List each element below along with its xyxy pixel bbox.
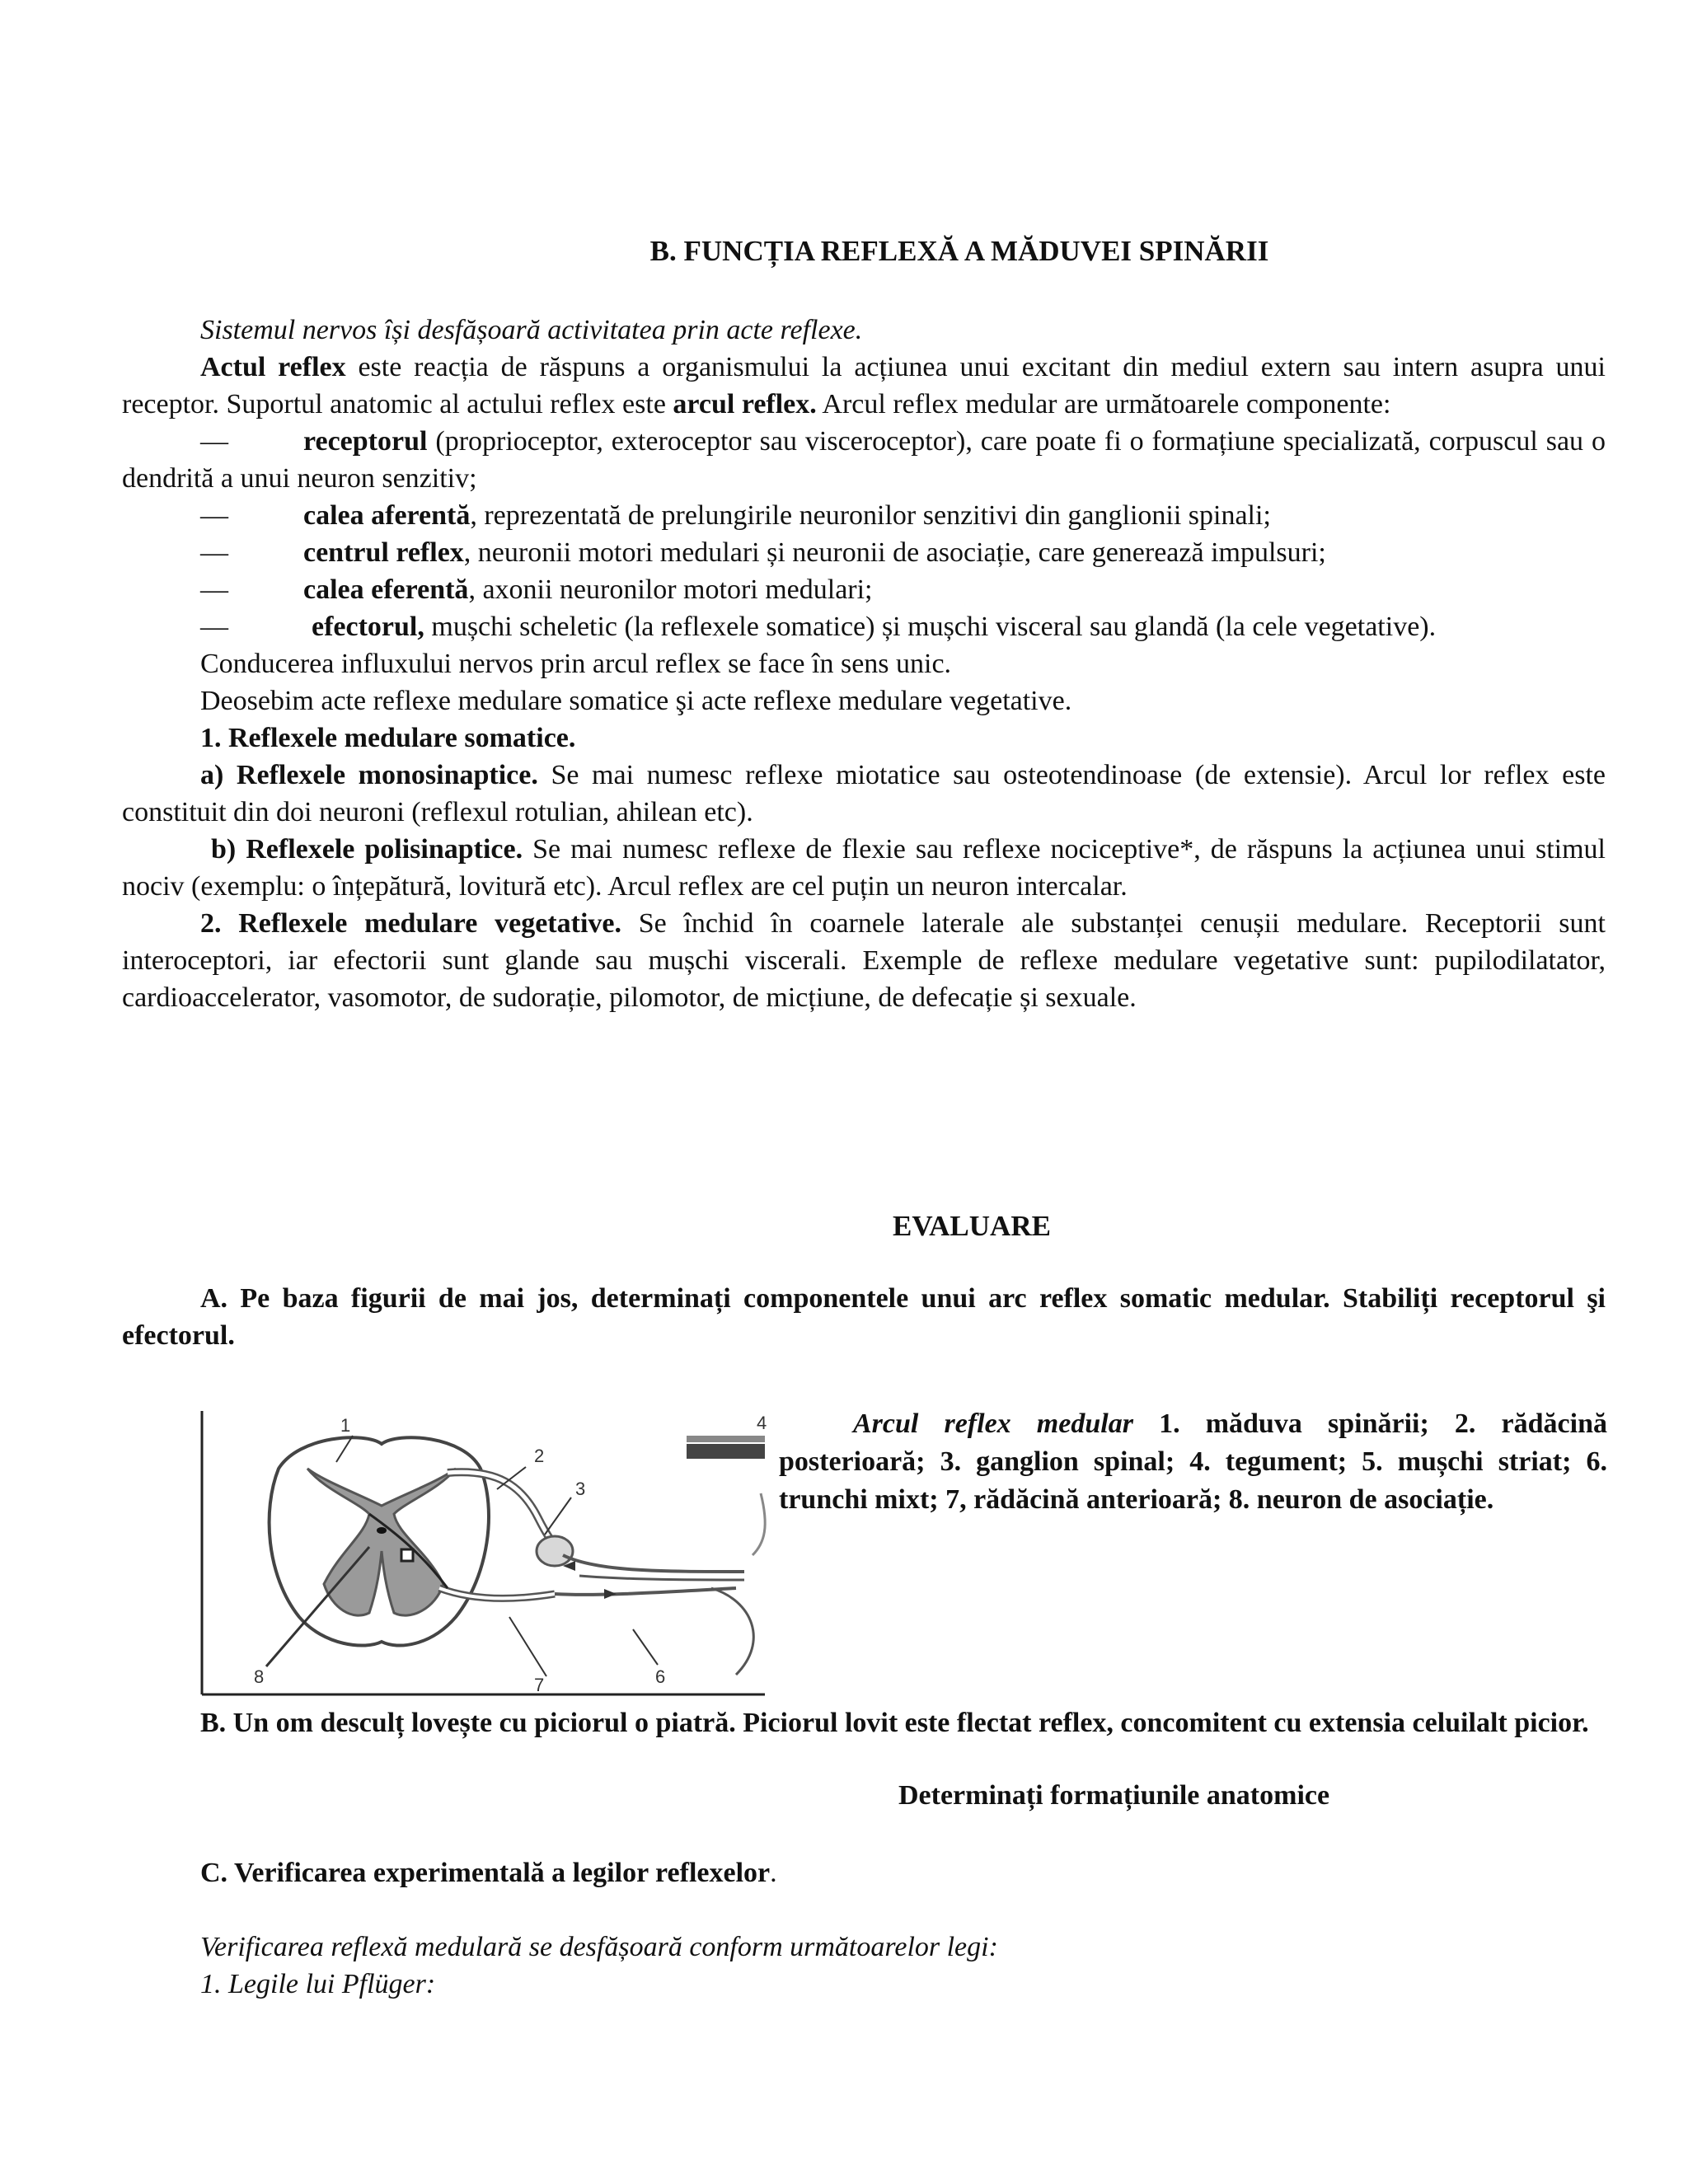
vegetative-paragraph: [122, 905, 1606, 1016]
component-center: [122, 534, 1606, 571]
component-effector: [122, 608, 1606, 645]
reflex-act-paragraph: [122, 349, 1606, 423]
component-term: calea aferentă: [303, 500, 471, 531]
question-a: [122, 1280, 1606, 1354]
component-afferent: [122, 497, 1606, 534]
reflex-act-text-a: este reacția de răspuns a organismului la acțiunea unui excitant din mediul extern sau intern asupra unui receptor. Suportul anatomic al actului reflex este: [122, 352, 1606, 419]
component-term: calea eferentă: [303, 574, 469, 605]
figure-caption: [779, 1405, 1607, 1519]
component-term: receptorul: [303, 426, 428, 457]
spinal-ganglion: [537, 1536, 573, 1566]
caption-title: Arcul reflex medular: [853, 1408, 1133, 1439]
reflex-act-term: Actul reflex: [200, 352, 346, 382]
reflex-act-text-b: Arcul reflex medular are următoarele componente:: [816, 389, 1391, 419]
monosynaptic-paragraph: [122, 757, 1606, 831]
verification-text: Verificarea reflexă medulară se desfășoară conform următoarelor legi:: [200, 1932, 998, 1962]
somatic-heading: 1. Reflexele medulare somatice.: [200, 723, 576, 753]
question-c-text: [122, 1854, 1606, 1891]
monosynaptic-text: Se mai numesc reflexe miotatice sau osteotendinoase (de extensie). Arcul lor reflex este constituit din doi neuroni (reflexul rotulian, ahilean etc).: [122, 760, 1606, 827]
question-b: [122, 1704, 1606, 1741]
caption-text: 1. măduva spinării; 2. rădăcină posterioară; 3. ganglion spinal; 4. tegument; 5. mușchi striat; 6. trunchi mixt; 7, rădăcină anterioară; 8. neuron de asociație.: [779, 1408, 1607, 1515]
dash: —: [200, 574, 228, 605]
component-receptor: [122, 423, 1606, 497]
dash: —: [200, 426, 228, 457]
component-text: mușchi scheletic (la reflexele somatice) și mușchi visceral sau glandă (la cele vegetative).: [424, 612, 1437, 642]
monosynaptic-term: a) Reflexele monosinaptice.: [200, 760, 538, 790]
component-text: , axonii neuronilor motori medulari;: [468, 574, 873, 605]
distinguish-paragraph: Deosebim acte reflexe medulare somatice şi acte reflexe medulare vegetative.: [200, 686, 1072, 716]
question-c-dot: .: [770, 1858, 777, 1888]
question-a-text: A. Pe baza figurii de mai jos, determinați componentele unui arc reflex somatic medular. Stabiliți receptorul şi efectorul.: [122, 1283, 1606, 1351]
dash: —: [200, 612, 228, 642]
body-text: [122, 312, 1606, 1016]
dash: —: [200, 537, 228, 568]
component-text: , neuronii motori medulari și neuronii de asociație, care generează impulsuri;: [463, 537, 1326, 568]
one-way-paragraph: Conducerea influxului nervos prin arcul reflex se face în sens unic.: [200, 649, 952, 679]
component-text: (proprioceptor, exteroceptor sau visceroceptor), care poate fi o formațiune specializată, corpuscul sau o dendrită a unui neuron senzitiv;: [122, 426, 1606, 494]
component-text: , reprezentată de prelungirile neuronilor senzitivi din ganglionii spinali;: [470, 500, 1271, 531]
label-2: 2: [534, 1446, 545, 1466]
label-7: 7: [534, 1675, 545, 1695]
reflex-arc-term: arcul reflex.: [673, 389, 817, 419]
dash: —: [200, 500, 228, 531]
reflex-arc-figure: [200, 1411, 765, 1698]
evaluation-heading: EVALUARE: [893, 1210, 1051, 1242]
section-title: B. FUNCȚIA REFLEXĂ A MĂDUVEI SPINĂRII: [649, 235, 1269, 267]
label-6: 6: [655, 1666, 666, 1687]
reflex-arc-diagram: [200, 1411, 765, 1698]
intro-paragraph: Sistemul nervos își desfășoară activitatea prin acte reflexe.: [200, 315, 863, 345]
component-term: efectorul,: [312, 612, 424, 642]
label-3: 3: [575, 1479, 586, 1499]
question-c-title: C. Verificarea experimentală a legilor reflexelor: [200, 1858, 771, 1888]
polysynaptic-paragraph: [122, 831, 1606, 905]
label-8: 8: [254, 1666, 265, 1687]
vegetative-text: Se închid în coarnele laterale ale substanței cenușii medulare. Receptorii sunt interoceptori, iar efectorii sunt glande sau mușchi viscerali. Exemple de reflexe medulare vegetative sunt: pupilodilatator, cardioaccelerator, vasomotor, de sudorație, pilomotor, de micțiune, de defecație și sexuale.: [122, 908, 1606, 1013]
central-canal: [377, 1527, 387, 1534]
question-b-text: B. Un om desculț lovește cu piciorul o piatră. Piciorul lovit este flectat reflex, concomitent cu extensia celuilalt picior.: [200, 1708, 1589, 1738]
question-b-instruction: Determinați formațiunile anatomice: [898, 1780, 1330, 1811]
polysynaptic-term: b) Reflexele polisinaptice.: [211, 834, 523, 865]
label-4: 4: [757, 1413, 767, 1433]
component-efferent: [122, 571, 1606, 608]
question-c: [122, 1854, 1606, 1891]
label-1: 1: [340, 1415, 351, 1436]
component-term: centrul reflex: [303, 537, 464, 568]
verification-block: [122, 1929, 1606, 2003]
polysynaptic-text: Se mai numesc reflexe de flexie sau reflexe nociceptive*, de răspuns la acțiunea unui stimul nociv (exemplu: o înțepătură, lovitură etc). Arcul reflex are cel puțin un neuron intercalar.: [122, 834, 1606, 902]
vegetative-term: 2. Reflexele medulare vegetative.: [200, 908, 621, 939]
pfluger-laws: 1. Legile lui Pflüger:: [200, 1969, 436, 1999]
